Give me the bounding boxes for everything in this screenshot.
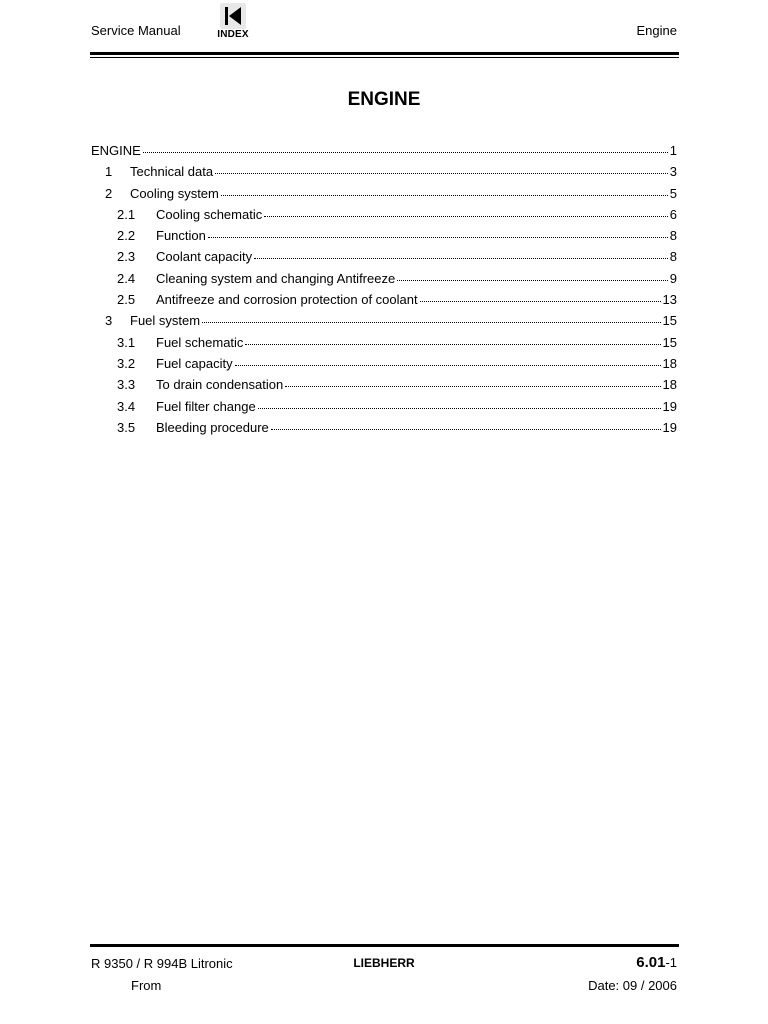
toc-entry-number: 3.5 bbox=[117, 419, 136, 435]
toc-entry-number: 2.1 bbox=[117, 206, 136, 222]
toc-entry-page: 18 bbox=[662, 377, 677, 393]
toc-leader-dots bbox=[215, 173, 668, 174]
page-number-suffix: -1 bbox=[665, 955, 677, 970]
toc-entry-number: 3 bbox=[105, 313, 113, 329]
toc-entry-page: 19 bbox=[662, 398, 677, 414]
page-number-main: 6.01 bbox=[636, 954, 666, 971]
toc-entry-number: 2.5 bbox=[117, 292, 136, 308]
index-label: INDEX bbox=[217, 29, 249, 40]
toc-entry[interactable] bbox=[91, 271, 677, 292]
toc-entry[interactable] bbox=[91, 420, 677, 441]
toc-leader-dots bbox=[202, 322, 660, 323]
toc-leader-dots bbox=[254, 258, 668, 259]
footer-page-number bbox=[636, 954, 677, 971]
toc-entry[interactable] bbox=[91, 143, 677, 164]
toc-entry-page: 1 bbox=[669, 143, 677, 158]
toc-entry[interactable] bbox=[91, 335, 677, 356]
toc-leader-dots bbox=[285, 386, 660, 387]
toc-entry-page: 3 bbox=[669, 164, 677, 180]
toc-entry-label: Coolant capacity bbox=[156, 249, 253, 265]
page-title: ENGINE bbox=[347, 89, 421, 110]
toc-leader-dots bbox=[258, 408, 661, 409]
toc-entry-number: 2.3 bbox=[117, 249, 136, 265]
toc-entry-label: Fuel schematic bbox=[156, 334, 244, 350]
toc-entry[interactable] bbox=[91, 228, 677, 249]
toc-leader-dots bbox=[221, 195, 668, 196]
footer-divider bbox=[90, 944, 679, 947]
toc-leader-dots bbox=[245, 344, 660, 345]
toc-entry-number: 3.4 bbox=[117, 398, 136, 414]
toc-entry-page: 9 bbox=[669, 270, 677, 286]
toc-entry-label: Cooling system bbox=[130, 185, 219, 201]
toc-leader-dots bbox=[264, 216, 668, 217]
toc-entry[interactable] bbox=[91, 249, 677, 270]
toc-entry-label: Technical data bbox=[130, 164, 214, 180]
header-manual-title: Service Manual bbox=[91, 23, 181, 38]
toc-entry[interactable] bbox=[91, 377, 677, 398]
toc-entry-label: ENGINE bbox=[91, 143, 141, 158]
toc-entry-page: 15 bbox=[662, 313, 677, 329]
toc-entry-page: 6 bbox=[669, 206, 677, 222]
toc-entry[interactable] bbox=[91, 313, 677, 334]
toc-entry-label: Cooling schematic bbox=[156, 206, 263, 222]
toc-entry-number: 2 bbox=[105, 185, 113, 201]
toc-entry-page: 18 bbox=[662, 355, 677, 371]
toc-entry[interactable] bbox=[91, 292, 677, 313]
toc-entry-label: Fuel filter change bbox=[156, 398, 256, 414]
footer-date: Date: 09 / 2006 bbox=[588, 978, 677, 993]
toc-leader-dots bbox=[271, 429, 661, 430]
toc-entry-page: 8 bbox=[669, 249, 677, 265]
skip-back-icon bbox=[220, 3, 246, 29]
toc-entry-number: 1 bbox=[105, 164, 113, 180]
toc-entry-label: Cleaning system and changing Antifreeze bbox=[156, 270, 396, 286]
header-divider bbox=[90, 52, 679, 55]
footer-brand: LIEBHERR bbox=[353, 956, 415, 970]
toc-leader-dots bbox=[143, 152, 668, 153]
toc-entry-label: Fuel system bbox=[130, 313, 201, 329]
toc-entry[interactable] bbox=[91, 186, 677, 207]
toc-entry-label: Bleeding procedure bbox=[156, 419, 269, 435]
toc-entry-page: 15 bbox=[662, 334, 677, 350]
toc-leader-dots bbox=[397, 280, 668, 281]
toc-entry-page: 5 bbox=[669, 185, 677, 201]
toc-leader-dots bbox=[420, 301, 661, 302]
toc-entry-label: Function bbox=[156, 228, 206, 244]
table-of-contents bbox=[91, 143, 677, 441]
footer-from: From bbox=[131, 978, 162, 993]
toc-entry-number: 3.2 bbox=[117, 355, 136, 371]
header-section: Engine bbox=[636, 23, 677, 38]
toc-entry-number: 3.1 bbox=[117, 334, 136, 350]
toc-entry-label: To drain condensation bbox=[156, 377, 284, 393]
footer-model: R 9350 / R 994B Litronic bbox=[91, 956, 233, 971]
toc-entry[interactable] bbox=[91, 164, 677, 185]
toc-entry[interactable] bbox=[91, 207, 677, 228]
index-button[interactable] bbox=[213, 3, 253, 41]
toc-entry[interactable] bbox=[91, 399, 677, 420]
toc-entry-number: 2.4 bbox=[117, 270, 136, 286]
toc-entry-label: Antifreeze and corrosion protection of coolant bbox=[156, 292, 418, 308]
toc-entry-page: 8 bbox=[669, 228, 677, 244]
toc-leader-dots bbox=[208, 237, 668, 238]
toc-entry-number: 2.2 bbox=[117, 228, 136, 244]
toc-entry-page: 13 bbox=[662, 292, 677, 308]
toc-entry-page: 19 bbox=[662, 419, 677, 435]
toc-entry-number: 3.3 bbox=[117, 377, 136, 393]
toc-entry-label: Fuel capacity bbox=[156, 355, 233, 371]
toc-entry[interactable] bbox=[91, 356, 677, 377]
toc-leader-dots bbox=[235, 365, 661, 366]
header-divider-thin bbox=[90, 57, 679, 58]
